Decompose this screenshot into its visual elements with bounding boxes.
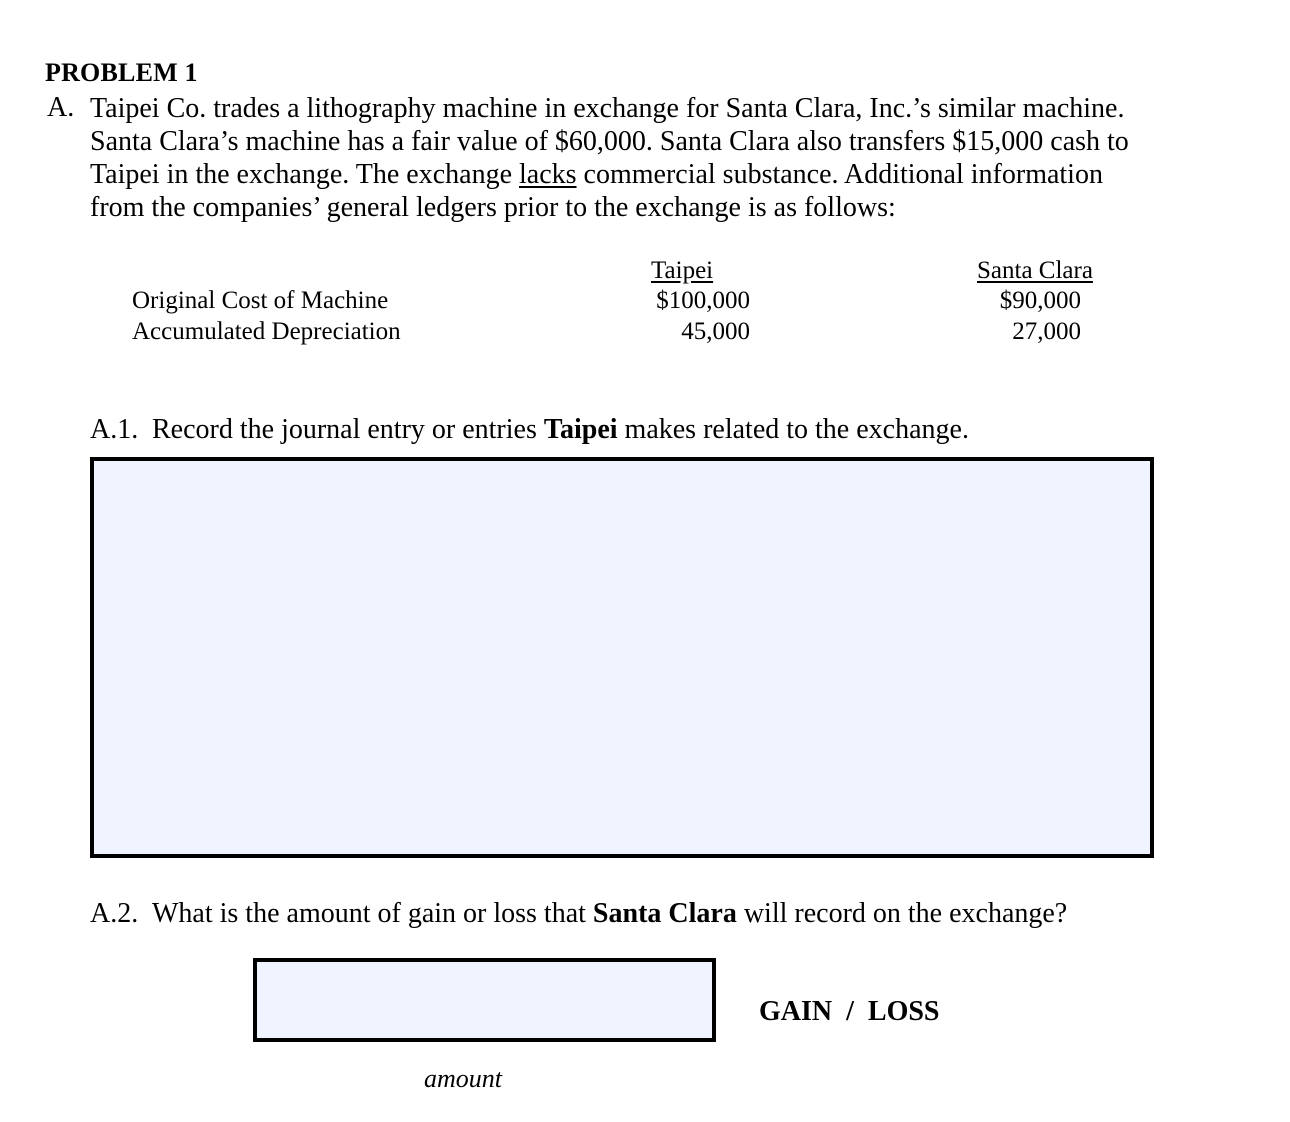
description-line-4: from the companies’ general ledgers prior to the exchange is as follows:	[90, 192, 896, 223]
question-a2-number: A.2.	[90, 898, 139, 929]
question-a2-text-end: will record on the exchange?	[736, 898, 1068, 929]
taipei-original-cost: $100,000	[656, 287, 750, 314]
journal-entry-answer-box[interactable]	[90, 457, 1154, 858]
description-line-2: Santa Clara’s machine has a fair value of $60,000. Santa Clara also transfers $15,000 cash to	[90, 126, 1129, 157]
taipei-accumulated-depreciation: 45,000	[681, 318, 750, 345]
column-header-santa-clara: Santa Clara	[977, 257, 1093, 284]
amount-answer-box[interactable]	[253, 958, 716, 1042]
question-a2	[90, 898, 1067, 930]
description-line-3	[90, 158, 1200, 191]
question-a1	[90, 414, 969, 446]
santa-clara-original-cost: $90,000	[999, 287, 1081, 314]
question-a1-text-end: makes related to the exchange.	[617, 414, 969, 445]
problem-title: PROBLEM 1	[45, 58, 198, 87]
question-a1-text-start: Record the journal entry or entries	[152, 414, 544, 445]
description-line-1: Taipei Co. trades a lithography machine in exchange for Santa Clara, Inc.’s similar machine.	[90, 93, 1125, 124]
gain-loss-options[interactable]: GAIN / LOSS	[759, 996, 940, 1027]
santa-clara-accumulated-depreciation: 27,000	[1012, 318, 1081, 345]
question-a1-number: A.1.	[90, 414, 139, 445]
row-label-accumulated-depreciation: Accumulated Depreciation	[132, 318, 401, 345]
description-line-3-start: Taipei in the exchange. The exchange	[90, 159, 519, 190]
question-a2-company: Santa Clara	[592, 898, 737, 929]
question-a2-text-start: What is the amount of gain or loss that	[152, 898, 593, 929]
row-label-original-cost: Original Cost of Machine	[132, 287, 389, 314]
amount-caption: amount	[424, 1064, 502, 1093]
description-line-3-end: commercial substance. Additional information	[576, 159, 1103, 190]
problem-description	[90, 92, 1200, 224]
column-header-taipei: Taipei	[651, 257, 714, 284]
question-a1-company: Taipei	[543, 414, 618, 445]
part-letter: A.	[47, 92, 75, 123]
lacks-emphasis: lacks	[519, 159, 577, 190]
